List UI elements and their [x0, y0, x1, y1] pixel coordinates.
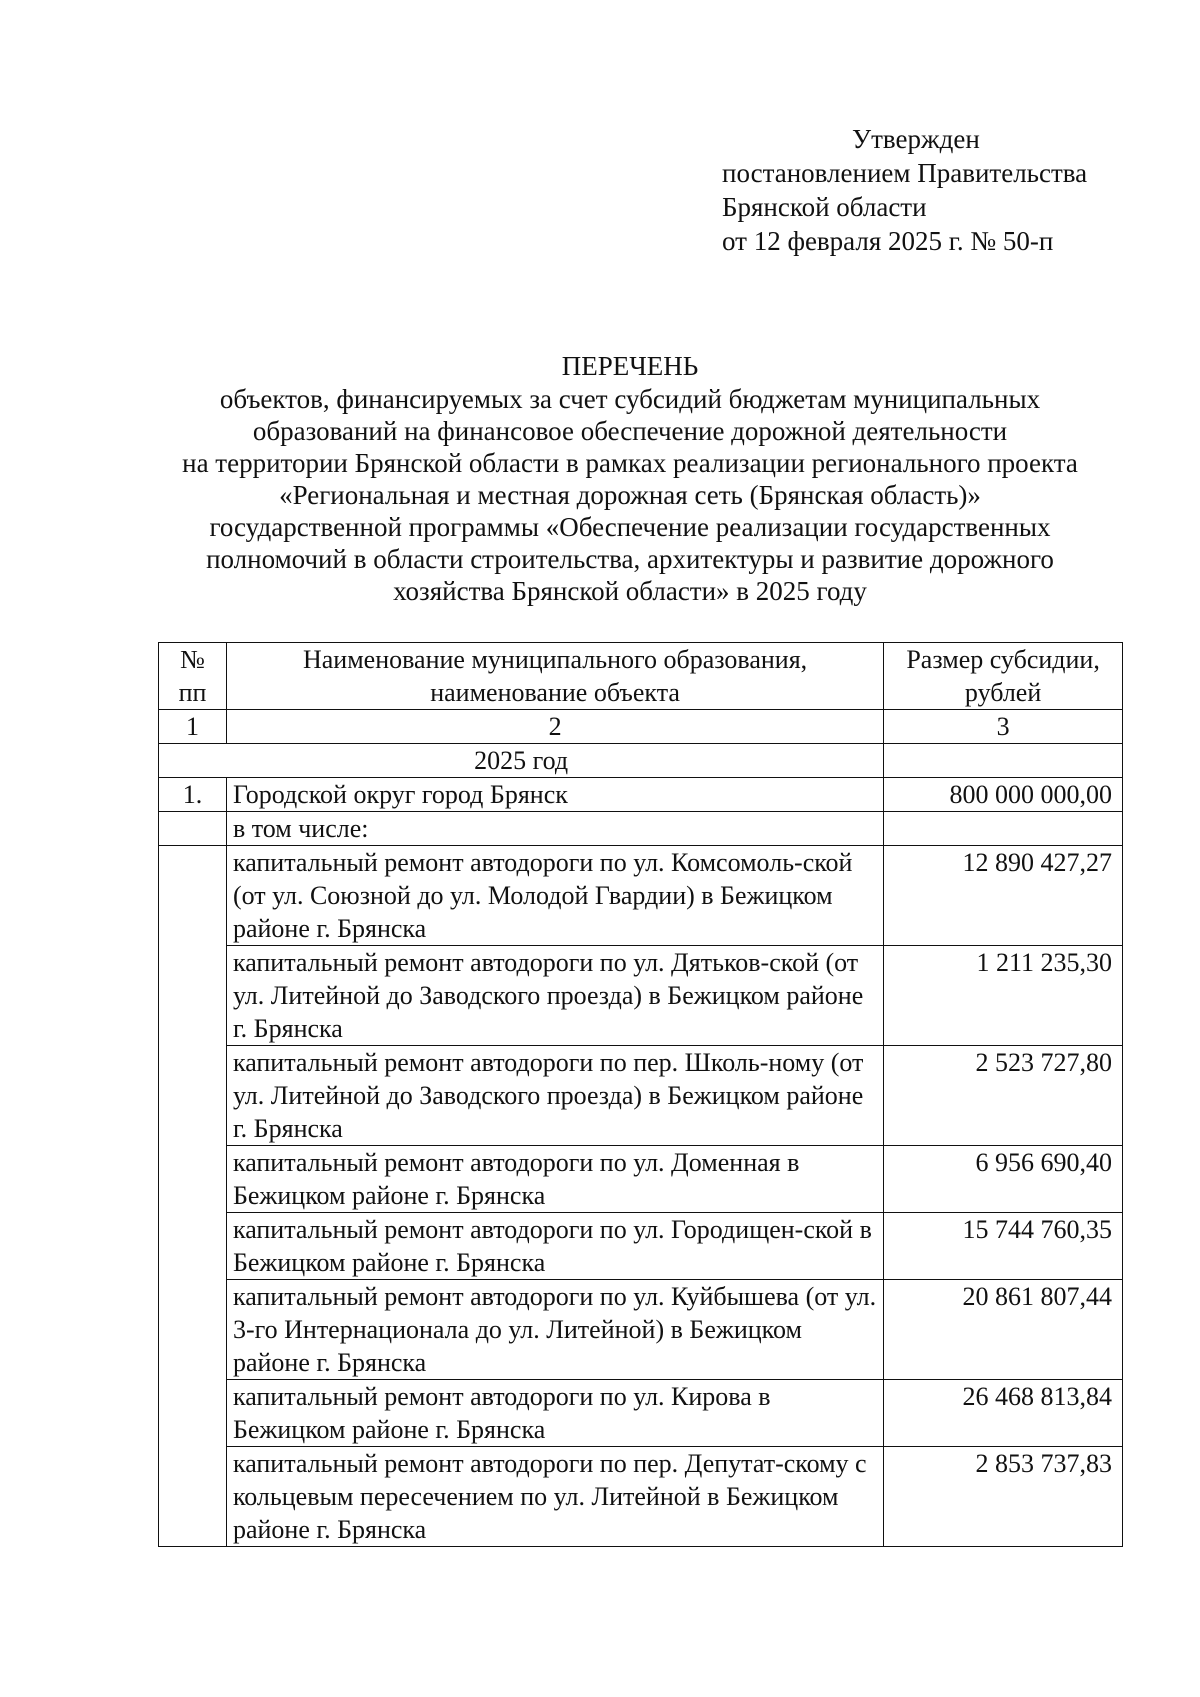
column-numbers-row [159, 710, 1123, 744]
year-label: 2025 год [159, 744, 884, 778]
district-amount: 800 000 000,00 [884, 778, 1123, 812]
table-row [159, 1213, 1123, 1280]
including-label: в том числе: [226, 812, 883, 846]
approval-stamp [722, 122, 1087, 258]
title-line: «Региональная и местная дорожная сеть (Брянская область)» [279, 480, 981, 510]
title-line: образований на финансовое обеспечение дорожной деятельности [252, 416, 1008, 446]
header-amount: Размер субсидии, рублей [884, 643, 1123, 710]
title-line: полномочий в области строительства, архитектуры и развитие дорожного [206, 544, 1054, 574]
approval-line-2: постановлением Правительства [722, 158, 1088, 188]
table-row [159, 946, 1123, 1046]
subsidy-table [158, 642, 1123, 1547]
table-row [159, 1380, 1123, 1447]
including-row [159, 812, 1123, 846]
empty-cell [159, 812, 227, 846]
title-line: на территории Брянской области в рамках реализации регионального проекта [182, 448, 1078, 478]
object-name: капитальный ремонт автодороги по пер. Школь-ному (от ул. Литейной до Заводского проезда) в Бежицком районе г. Брянска [226, 1046, 883, 1146]
table-row [159, 1280, 1123, 1380]
object-name: капитальный ремонт автодороги по ул. Кирова в Бежицком районе г. Брянска [226, 1380, 883, 1447]
object-amount: 1 211 235,30 [884, 946, 1123, 1046]
object-name: капитальный ремонт автодороги по ул. Комсомоль-ской (от ул. Союзной до ул. Молодой Гвардии) в Бежицком районе г. Брянска [226, 846, 883, 946]
col-number-2: 2 [226, 710, 883, 744]
object-amount: 20 861 807,44 [884, 1280, 1123, 1380]
header-num: № пп [159, 643, 227, 710]
object-name: капитальный ремонт автодороги по пер. Депутат-скому с кольцевым пересечением по ул. Литейной в Бежицком районе г. Брянска [226, 1447, 883, 1547]
empty-num-cell [159, 846, 227, 1547]
object-name: капитальный ремонт автодороги по ул. Дятьков-ской (от ул. Литейной до Заводского проезда) в Бежицком районе г. Брянска [226, 946, 883, 1046]
header-name: Наименование муниципального образования, наименование объекта [226, 643, 883, 710]
title-heading: ПЕРЕЧЕНЬ [561, 351, 699, 381]
col-number-3: 3 [884, 710, 1123, 744]
object-name: капитальный ремонт автодороги по ул. Куйбышева (от ул. 3-го Интернационала до ул. Литейной) в Бежицком районе г. Брянска [226, 1280, 883, 1380]
table-row [159, 846, 1123, 946]
table-row [159, 1146, 1123, 1213]
object-name: капитальный ремонт автодороги по ул. Городищен-ской в Бежицком районе г. Брянска [226, 1213, 883, 1280]
approval-line-3: Брянской области [722, 192, 927, 222]
header-row [159, 643, 1123, 710]
document-title [130, 350, 1130, 607]
empty-cell [884, 812, 1123, 846]
object-name: капитальный ремонт автодороги по ул. Доменная в Бежицком районе г. Брянска [226, 1146, 883, 1213]
empty-cell [884, 744, 1123, 778]
title-line: государственной программы «Обеспечение реализации государственных [209, 512, 1051, 542]
object-amount: 2 853 737,83 [884, 1447, 1123, 1547]
object-amount: 2 523 727,80 [884, 1046, 1123, 1146]
district-num: 1. [159, 778, 227, 812]
object-amount: 12 890 427,27 [884, 846, 1123, 946]
title-line: хозяйства Брянской области» в 2025 году [393, 576, 867, 606]
approval-line-4: от 12 февраля 2025 г. № 50-п [722, 226, 1054, 256]
district-row [159, 778, 1123, 812]
title-line: объектов, финансируемых за счет субсидий бюджетам муниципальных [219, 384, 1041, 414]
year-row [159, 744, 1123, 778]
object-amount: 15 744 760,35 [884, 1213, 1123, 1280]
col-number-1: 1 [159, 710, 227, 744]
table-row [159, 1447, 1123, 1547]
table-row [159, 1046, 1123, 1146]
object-amount: 26 468 813,84 [884, 1380, 1123, 1447]
district-name: Городской округ город Брянск [226, 778, 883, 812]
object-amount: 6 956 690,40 [884, 1146, 1123, 1213]
approval-line-1: Утвержден [852, 124, 980, 154]
